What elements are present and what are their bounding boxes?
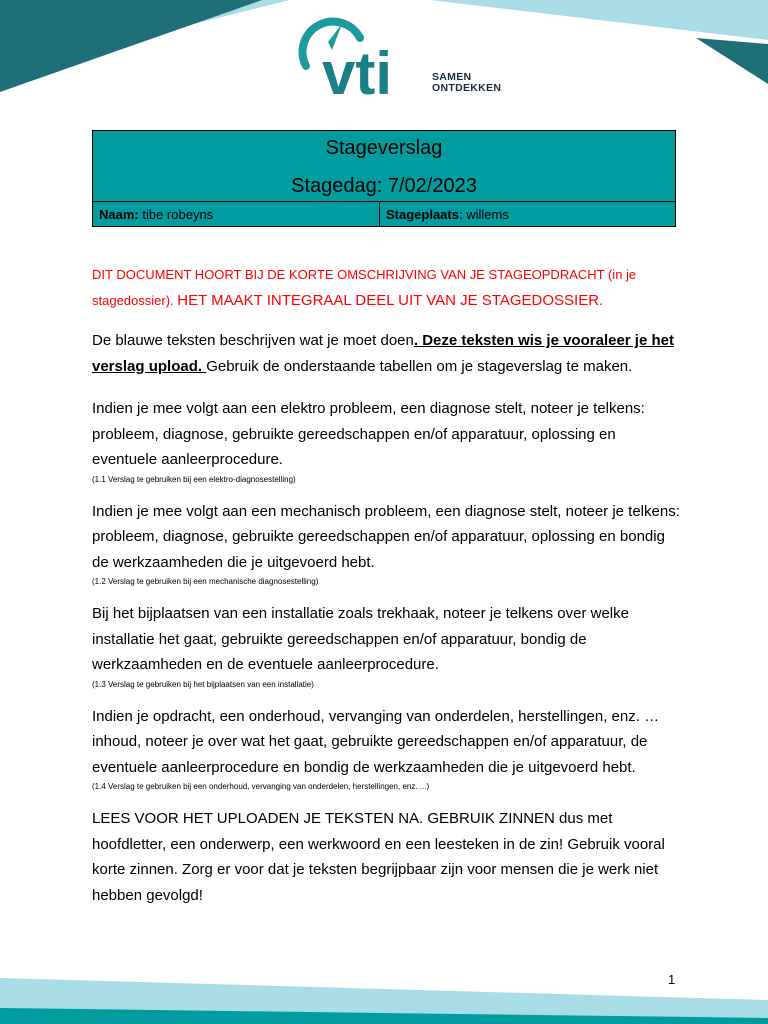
title-cell (93, 131, 676, 202)
intro-warning (92, 262, 682, 314)
top-left-dark-shape (0, 0, 262, 92)
instructions-paragraph (92, 328, 682, 379)
section-installation-text: Bij het bijplaatsen van een installatie zoals trekhaak, noteer je telkens over welke installatie het gaat, gebruikte gereedschappen en/of apparatuur, bondig de werkzaamheden en de eventuele aanleerprocedure. (92, 605, 629, 673)
logo-wordmark: vti (322, 40, 393, 100)
instructions-emphasis: . Deze teksten wis je vooraleer je het verslag upload. (92, 332, 674, 375)
place-value: : willems (458, 206, 509, 222)
logo-tagline (432, 72, 501, 94)
section-maintenance-text: Indien je opdracht, een onderhoud, vervanging van onderdelen, herstellingen, enz. … inhoud, noteer je over wat het gaat, gebruikte gereedschappen en/of apparatuur, de eventuele aanleerprocedure en bondig de werkzaamheden die je uitgevoerd hebt. (92, 707, 660, 776)
place-cell (380, 202, 676, 227)
section-mechanical-text: Indien je mee volgt aan een mechanisch probleem, een diagnose stelt, noteer je telkens: probleem, diagnose, gebruikte gereedschappen en/of apparatuur, oplossing en bondig de werkzaamheden die je uitgevoerd hebt. (92, 502, 680, 571)
logo-tagline-line2: ONTDEKKEN (432, 82, 502, 94)
instructions-part3: Gebruik de onderstaande tabellen om je stageverslag te maken. (206, 357, 633, 375)
document-title: Stageverslag (325, 137, 443, 159)
header-table (92, 130, 676, 227)
closing-paragraph: LEES VOOR HET UPLOADEN JE TEKSTEN NA. GEBRUIK ZINNEN dus met hoofdletter, een onderwerp, een werkwoord en een leesteken in de zin! Gebruik vooral korte zinnen. Zorg er voor dat je teksten begrijpbaar zijn voor mensen die je werk niet hebben gevolgd! (92, 810, 665, 904)
intro-warning-big: HET MAAKT INTEGRAAL DEEL UIT VAN JE STAGEDOSSIER. (177, 292, 604, 309)
top-right-dark-shape (696, 38, 768, 84)
section-maintenance-note: (1.4 Verslag te gebruiken bij een onderhoud, vervanging van onderdelen, herstellingen, enz. ...) (92, 782, 430, 791)
section-electro-text: Indien je mee volgt aan een elektro probleem, een diagnose stelt, noteer je telkens: probleem, diagnose, gebruikte gereedschappen en/of apparatuur, oplossing en eventuele aanleerprocedure. (92, 400, 645, 468)
intro-warning-small: DIT DOCUMENT HOORT BIJ DE KORTE OMSCHRIJVING VAN JE STAGEOPDRACHT (in je stagedossier). (92, 267, 637, 308)
instructions-part1: De blauwe teksten beschrijven wat je moet doen (92, 332, 414, 349)
logo-tagline-line1: SAMEN (432, 71, 472, 83)
section-installation-note: (1.3 Verslag te gebruiken bij het bijplaatsen van een installatie) (92, 679, 314, 689)
document-subtitle: Stagedag: 7/02/2023 (291, 175, 477, 197)
name-cell (93, 202, 380, 227)
page-number: 1 (668, 972, 676, 987)
name-label: Naam: (99, 206, 139, 222)
place-label: Stageplaats (386, 206, 459, 222)
document-body (92, 262, 682, 908)
name-value: tibe robeyns (138, 206, 214, 222)
section-electro-note: (1.1 Verslag te gebruiken bij een elektro-diagnosestelling) (92, 474, 296, 484)
section-mechanical-note: (1.2 Verslag te gebruiken bij een mechanische diagnosestelling) (92, 577, 319, 586)
